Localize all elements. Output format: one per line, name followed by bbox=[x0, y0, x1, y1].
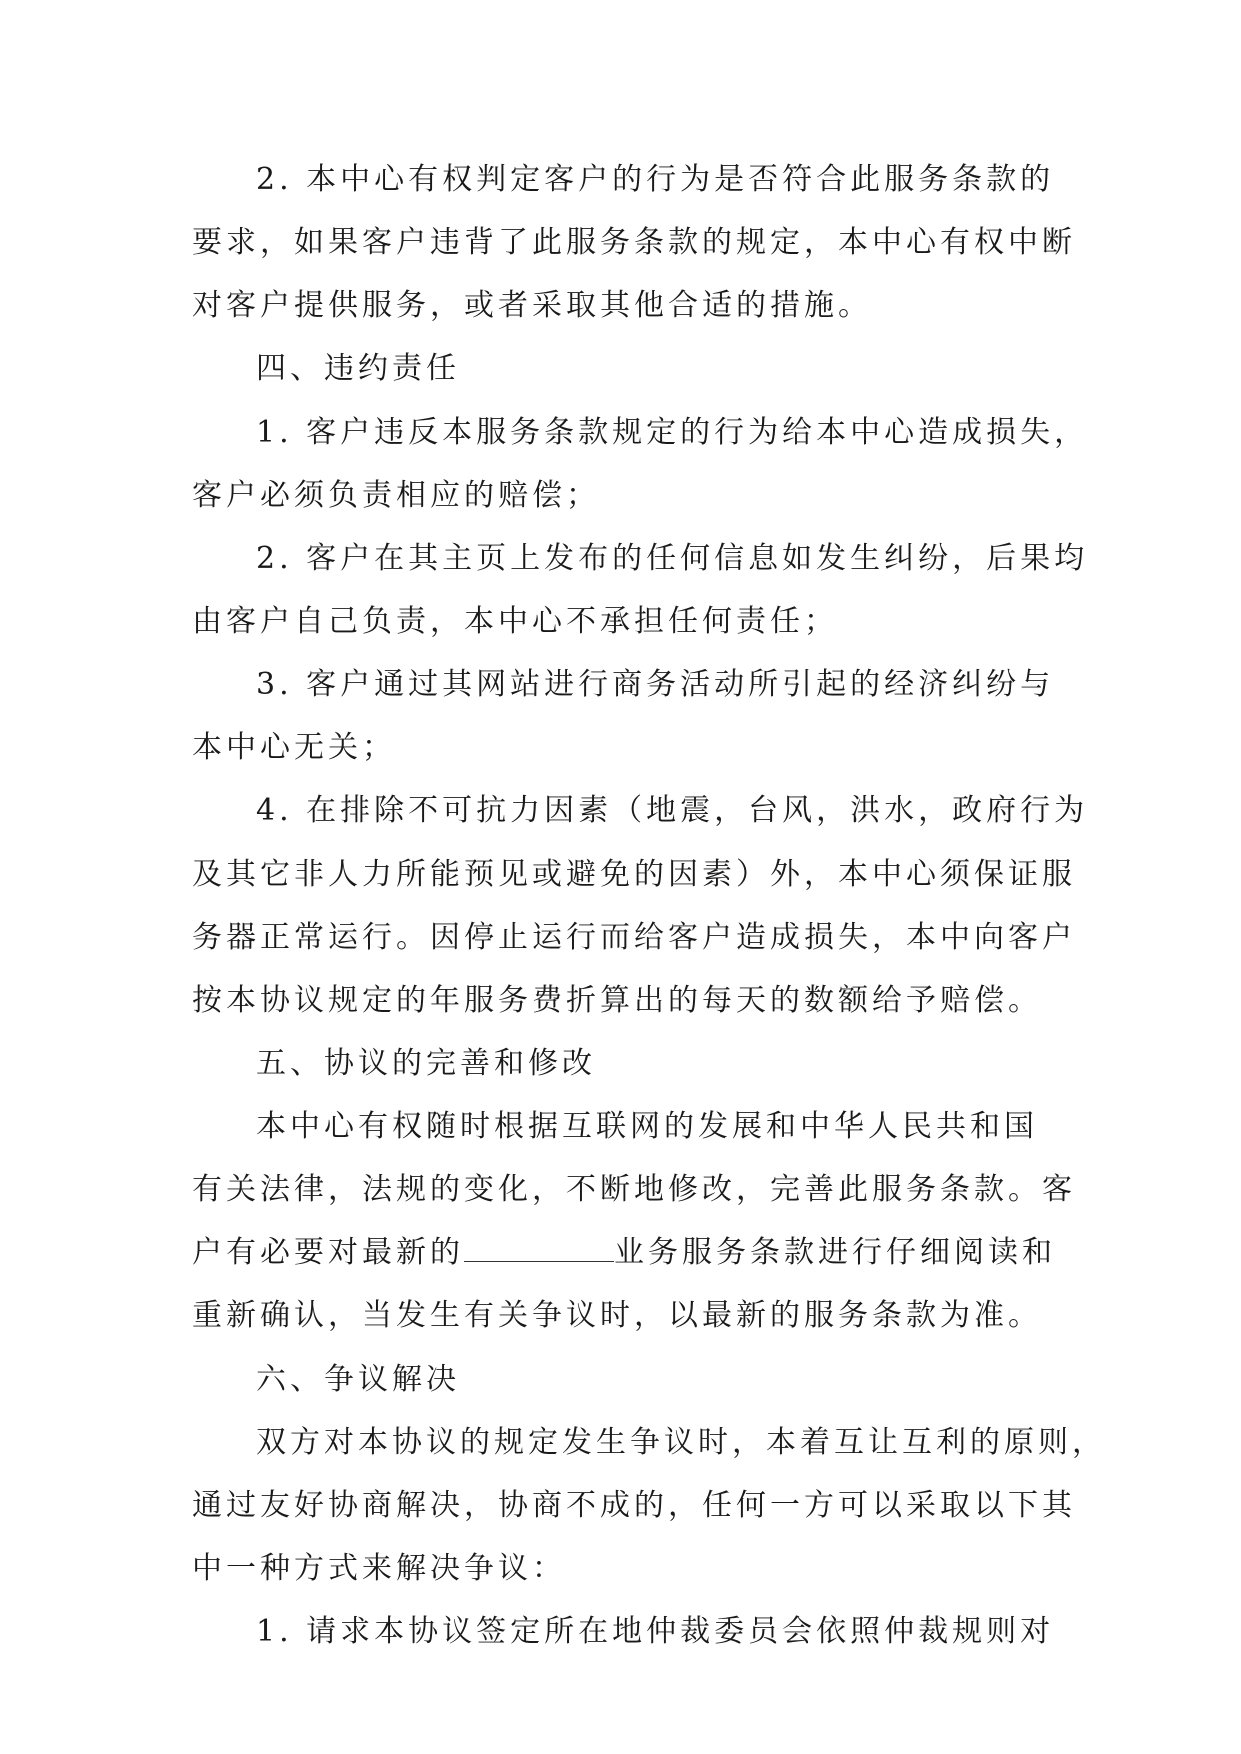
text-line: 中一种方式来解决争议： bbox=[192, 1551, 566, 1586]
section-heading: 五、协议的完善和修改 bbox=[256, 1046, 596, 1081]
section-heading: 四、违约责任 bbox=[256, 351, 460, 386]
text-line: 双方对本协议的规定发生争议时，本着互让互利的原则， bbox=[256, 1425, 1106, 1460]
section-heading: 六、争议解决 bbox=[256, 1362, 460, 1397]
text-line: 按本协议规定的年服务费折算出的每天的数额给予赔偿。 bbox=[192, 983, 1042, 1018]
text-line: 有关法律，法规的变化，不断地修改，完善此服务条款。客 bbox=[192, 1172, 1076, 1207]
fill-in-blank bbox=[464, 1231, 614, 1262]
text-line: 1. 客户违反本服务条款规定的行为给本中心造成损失， bbox=[256, 415, 1089, 450]
text-line: 及其它非人力所能预见或避免的因素）外，本中心须保证服 bbox=[192, 857, 1076, 892]
text-line: 务器正常运行。因停止运行而给客户造成损失，本中向客户 bbox=[192, 920, 1076, 955]
text-line: 客户必须负责相应的赔偿； bbox=[192, 478, 600, 513]
text-line: 对客户提供服务，或者采取其他合适的措施。 bbox=[192, 288, 872, 323]
text-line: 要求，如果客户违背了此服务条款的规定，本中心有权中断 bbox=[192, 225, 1076, 260]
text-line: 由客户自己负责，本中心不承担任何责任； bbox=[192, 604, 838, 639]
text-line: 重新确认，当发生有关争议时，以最新的服务条款为准。 bbox=[192, 1298, 1042, 1333]
text-line: 本中心无关； bbox=[192, 730, 396, 765]
text-line: 本中心有权随时根据互联网的发展和中华人民共和国 bbox=[256, 1109, 1038, 1144]
text-after-blank: 业务服务条款进行仔细阅读和 bbox=[614, 1235, 1056, 1270]
text-line-with-blank bbox=[192, 1223, 1056, 1283]
text-line: 通过友好协商解决，协商不成的，任何一方可以采取以下其 bbox=[192, 1488, 1076, 1523]
text-before-blank: 户有必要对最新的 bbox=[192, 1235, 464, 1270]
text-line: 4. 在排除不可抗力因素（地震，台风，洪水，政府行为 bbox=[256, 793, 1089, 828]
text-line: 1. 请求本协议签定所在地仲裁委员会依照仲裁规则对 bbox=[256, 1614, 1055, 1649]
text-line: 2. 客户在其主页上发布的任何信息如发生纠纷，后果均 bbox=[256, 541, 1089, 576]
text-line: 3. 客户通过其网站进行商务活动所引起的经济纠纷与 bbox=[256, 667, 1055, 702]
text-line: 2. 本中心有权判定客户的行为是否符合此服务条款的 bbox=[256, 162, 1055, 197]
